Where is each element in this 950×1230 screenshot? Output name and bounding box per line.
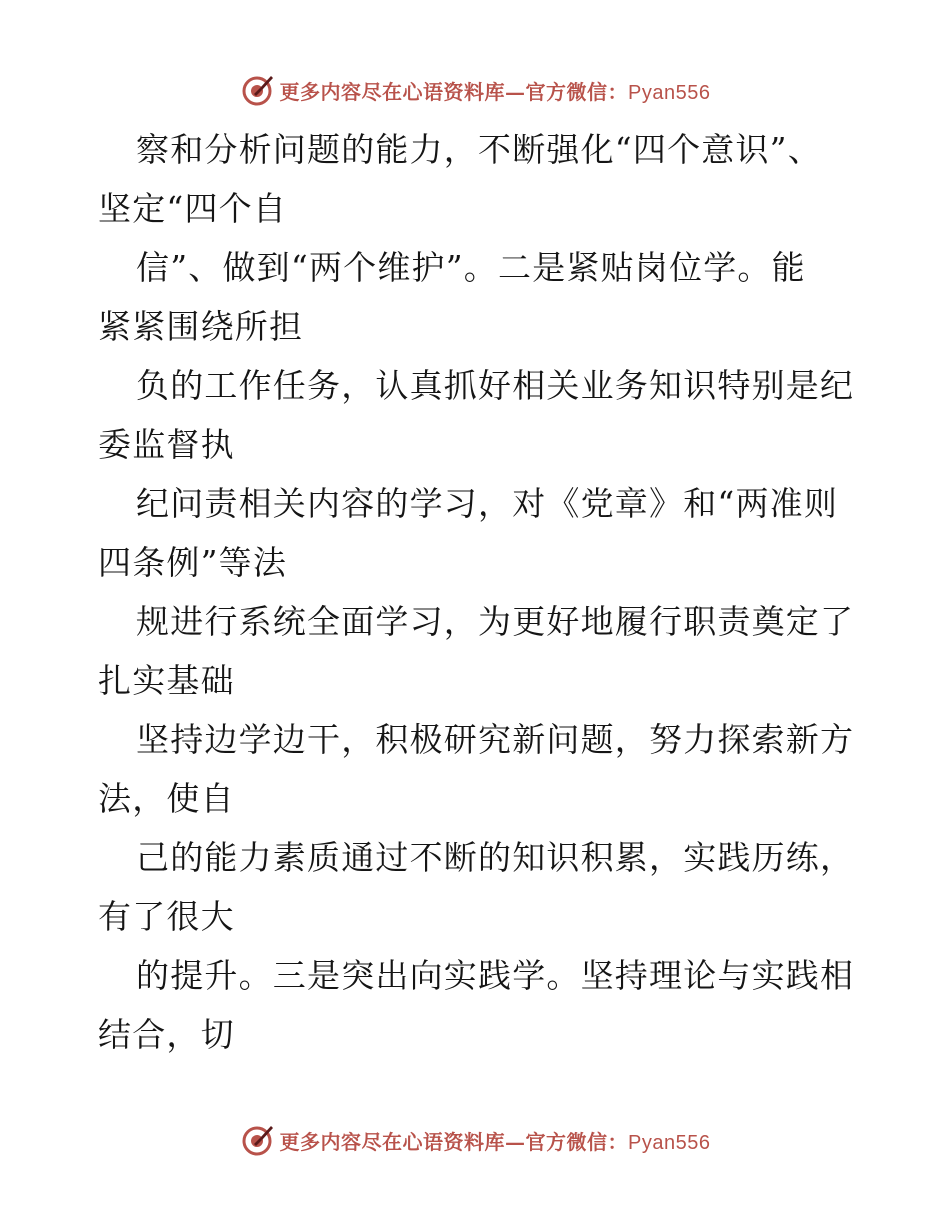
text-line: 坚持边学边干，积极研究新问题，努力探索新方: [136, 720, 855, 759]
header-banner: [0, 70, 950, 110]
document-body: [98, 120, 858, 1064]
text-line: 紧紧围绕所担: [98, 307, 304, 346]
footer-banner-handle: Pyan556: [628, 1131, 711, 1154]
text-line: 结合，切: [98, 1015, 235, 1054]
text-line: 信”、做到“两个维护”。二是紧贴岗位学。能: [136, 248, 806, 287]
text-line: 负的工作任务，认真抓好相关业务知识特别是纪: [136, 366, 855, 405]
footer-banner: [0, 1120, 950, 1160]
text-line: 四条例”等法: [98, 543, 288, 582]
text-line: 法，使自: [98, 779, 235, 818]
text-line: 扎实基础: [98, 661, 235, 700]
header-banner-handle: Pyan556: [628, 81, 711, 104]
text-line: 的提升。三是突出向实践学。坚持理论与实践相: [136, 956, 855, 995]
header-banner-text: 更多内容尽在心语资料库—官方微信：Pyan556: [279, 79, 711, 104]
text-line: 察和分析问题的能力，不断强化“四个意识”、: [136, 130, 822, 169]
footer-banner-text: 更多内容尽在心语资料库—官方微信：Pyan556: [279, 1129, 711, 1154]
text-line: 有了很大: [98, 897, 235, 936]
pen-nib-logo-icon: [240, 1122, 276, 1158]
pen-nib-logo-icon: [240, 72, 276, 108]
text-line: 纪问责相关内容的学习，对《党章》和“两准则: [136, 484, 839, 523]
text-line: 规进行系统全面学习，为更好地履行职责奠定了: [136, 602, 855, 641]
text-line: 委监督执: [98, 425, 235, 464]
text-line: 己的能力素质通过不断的知识积累，实践历练，: [136, 838, 855, 877]
text-line: 坚定“四个自: [98, 189, 288, 228]
